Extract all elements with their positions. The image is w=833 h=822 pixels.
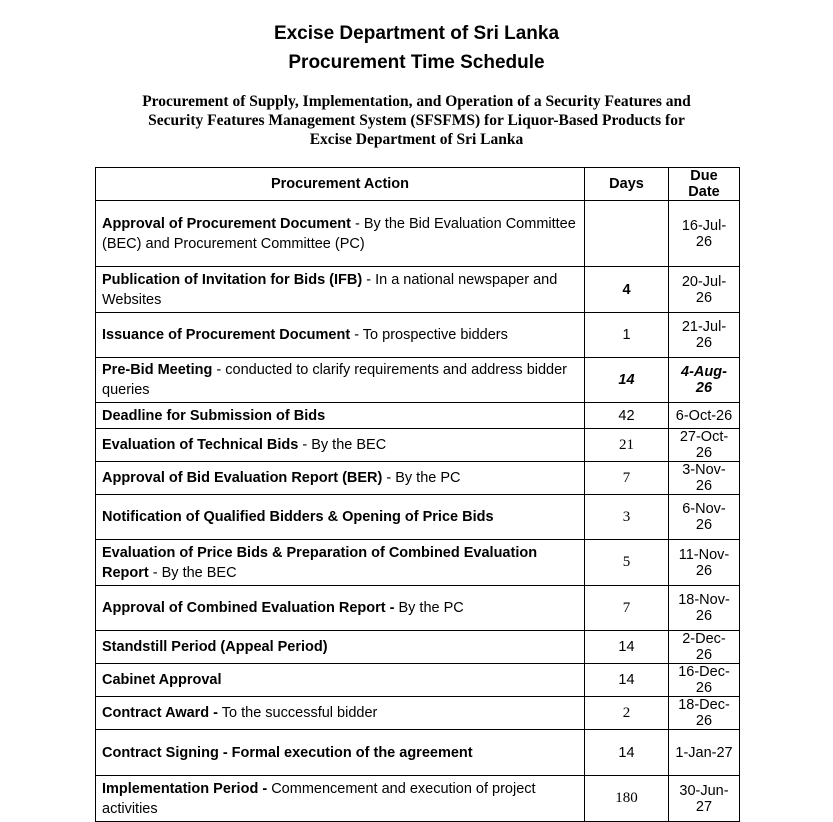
action-cell [96, 462, 585, 495]
action-cell [96, 429, 585, 462]
action-detail: - By the BEC [298, 437, 387, 453]
days-cell: 4 [585, 267, 669, 313]
days-cell: 14 [585, 358, 669, 403]
action-title: Notification of Qualified Bidders & Opening of Price Bids [102, 509, 494, 525]
procurement-schedule-table [95, 167, 740, 822]
days-cell: 14 [585, 730, 669, 776]
action-title: Deadline for Submission of Bids [102, 407, 326, 424]
action-title: Issuance of Procurement Document [102, 327, 351, 343]
days-cell: 7 [585, 586, 669, 631]
due-date-cell: 4-Aug-26 [669, 358, 740, 403]
action-cell [96, 358, 585, 403]
days-cell: 3 [585, 495, 669, 540]
action-title: Standstill Period (Appeal Period) [102, 639, 328, 655]
due-date-cell: 16-Jul-26 [669, 201, 740, 267]
action-cell [96, 495, 585, 540]
table-row [96, 697, 740, 730]
table-row [96, 267, 740, 313]
action-cell [96, 730, 585, 776]
due-date-cell: 18-Dec-26 [669, 697, 740, 730]
action-detail: Commencement and execution of project activities [102, 780, 536, 817]
table-row [96, 495, 740, 540]
description-line-2: Security Features Management System (SFSFMS) for Liquor-Based Products for [148, 112, 685, 129]
table-row [96, 776, 740, 822]
action-title: Approval of Procurement Document [102, 215, 351, 232]
action-title: Contract Signing - Formal execution of the agreement [102, 744, 473, 761]
due-date-cell: 20-Jul-26 [669, 267, 740, 313]
table-row [96, 201, 740, 267]
action-detail: To the successful bidder [218, 705, 378, 721]
action-cell [96, 631, 585, 664]
due-date-cell: 18-Nov-26 [669, 586, 740, 631]
table-row [96, 730, 740, 776]
days-cell: 180 [585, 776, 669, 822]
due-date-cell: 3-Nov-26 [669, 462, 740, 495]
action-cell [96, 403, 585, 429]
table-row [96, 403, 740, 429]
days-cell [585, 201, 669, 267]
action-title: Approval of Bid Evaluation Report (BER) [102, 470, 383, 486]
table-row [96, 313, 740, 358]
action-title: Evaluation of Price Bids & Preparation of Combined Evaluation Report [102, 544, 538, 581]
action-detail: - By the PC [382, 470, 461, 486]
table-row [96, 540, 740, 586]
action-detail: - In a national newspaper and Websites [102, 271, 558, 308]
days-cell: 42 [585, 403, 669, 429]
procurement-description [60, 92, 773, 149]
column-header-due-date: Due Date [669, 168, 740, 201]
action-detail: - By the Bid Evaluation Committee (BEC) and Procurement Committee (PC) [102, 215, 576, 252]
due-date-cell: 21-Jul-26 [669, 313, 740, 358]
days-cell: 21 [585, 429, 669, 462]
action-title: Evaluation of Technical Bids [102, 437, 299, 453]
action-cell [96, 540, 585, 586]
due-date-cell: 27-Oct-26 [669, 429, 740, 462]
action-detail: - By the BEC [148, 564, 237, 581]
days-cell: 7 [585, 462, 669, 495]
due-date-cell: 1-Jan-27 [669, 730, 740, 776]
column-header-action: Procurement Action [96, 168, 585, 201]
action-detail: - conducted to clarify requirements and address bidder queries [102, 362, 568, 398]
action-cell [96, 267, 585, 313]
days-cell: 5 [585, 540, 669, 586]
action-cell [96, 776, 585, 822]
table-row [96, 631, 740, 664]
action-cell [96, 664, 585, 697]
description-line-3: Excise Department of Sri Lanka [309, 131, 524, 148]
days-cell: 2 [585, 697, 669, 730]
due-date-cell: 16-Dec-26 [669, 664, 740, 697]
action-detail: - To prospective bidders [350, 327, 508, 343]
table-row [96, 429, 740, 462]
action-title: Publication of Invitation for Bids (IFB) [102, 271, 363, 288]
action-title: Cabinet Approval [102, 672, 222, 688]
table-row [96, 358, 740, 403]
action-cell [96, 313, 585, 358]
action-title: Contract Award - [102, 705, 219, 721]
due-date-cell: 6-Oct-26 [669, 403, 740, 429]
action-title: Pre-Bid Meeting [102, 362, 213, 378]
action-cell [96, 697, 585, 730]
document-title: Excise Department of Sri Lanka [273, 23, 560, 44]
due-date-cell: 30-Jun-27 [669, 776, 740, 822]
due-date-cell: 6-Nov-26 [669, 495, 740, 540]
action-title: Implementation Period - [102, 780, 268, 797]
days-cell: 14 [585, 631, 669, 664]
due-date-cell: 11-Nov-26 [669, 540, 740, 586]
days-cell: 1 [585, 313, 669, 358]
due-date-cell: 2-Dec-26 [669, 631, 740, 664]
days-cell: 14 [585, 664, 669, 697]
table-header-row [96, 168, 740, 201]
action-title: Approval of Combined Evaluation Report - [102, 600, 395, 616]
table-row [96, 664, 740, 697]
table-row [96, 586, 740, 631]
column-header-days: Days [585, 168, 669, 201]
description-line-1: Procurement of Supply, Implementation, and Operation of a Security Features and [142, 93, 691, 110]
action-cell [96, 201, 585, 267]
action-detail: By the PC [394, 600, 464, 616]
document-subtitle: Procurement Time Schedule [288, 52, 545, 73]
table-row [96, 462, 740, 495]
action-cell [96, 586, 585, 631]
